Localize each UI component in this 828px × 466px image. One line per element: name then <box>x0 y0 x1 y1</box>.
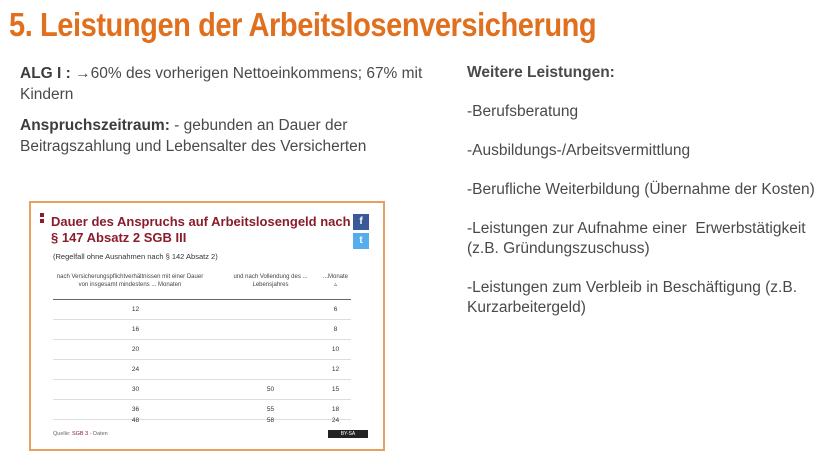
table-row <box>53 417 351 428</box>
table-cell: 55 <box>266 406 275 413</box>
table-row <box>53 320 351 340</box>
column-header-months-insured[interactable]: nach Versicherungspflichtverhältnissen mit einer Dauer von insgesamt mindestens ... Monaten <box>56 274 204 288</box>
weitere-leistungen-heading: Weitere Leistungen: <box>467 64 615 81</box>
table-row <box>53 340 351 360</box>
table-cell: 15 <box>331 386 340 393</box>
table-cell: 24 <box>131 366 140 373</box>
page-title: 5. Leistungen der Arbeitslosenversicherung <box>9 6 597 43</box>
table-cell: 16 <box>131 326 140 333</box>
table-cell: 30 <box>131 386 140 393</box>
title-marker-icon <box>40 213 44 217</box>
anspruch-label: Anspruchszeitraum: <box>20 117 170 134</box>
list-item: -Leistungen zum Verbleib in Beschäftigung (z.B. Kurzarbeitergeld) <box>467 279 797 316</box>
table-cell: 18 <box>331 406 340 413</box>
column-header-age[interactable]: und nach Vollendung des ... Lebensjahres <box>233 274 308 288</box>
license-badge[interactable]: BY-SA <box>328 430 368 438</box>
column-header-months-benefit[interactable] <box>318 274 353 289</box>
embed-subtitle: (Regelfall ohne Ausnahmen nach § 142 Absatz 2) <box>53 252 218 261</box>
alg-label: ALG I : <box>20 65 71 82</box>
list-item: -Leistungen zur Aufnahme einer Erwerbstätigkeit (z.B. Gründungszuschuss) <box>467 220 810 257</box>
column-header-months-benefit-label: ...Monate <box>322 274 348 280</box>
facebook-share-icon[interactable]: f <box>353 214 369 230</box>
list-item: -Ausbildungs-/Arbeitsvermittlung <box>467 142 691 159</box>
table-cell: 6 <box>333 306 338 313</box>
table-cell: 12 <box>331 366 340 373</box>
table-cell: 12 <box>131 306 140 313</box>
table-cell: 10 <box>331 346 340 353</box>
table-cell: 20 <box>131 346 140 353</box>
embed-title: Dauer des Anspruchs auf Arbeitslosengeld nach § 147 Absatz 2 SGB III <box>51 214 351 245</box>
table-cell: 24 <box>331 417 340 424</box>
source-suffix: - Daten <box>88 431 108 437</box>
table-row <box>53 360 351 380</box>
source-label: Quelle: <box>53 431 72 437</box>
alg-paragraph <box>20 63 440 105</box>
table-cell: 8 <box>333 326 338 333</box>
table-cell: 48 <box>131 417 140 424</box>
sort-icon[interactable]: ▵ <box>333 281 337 288</box>
table-cell: 36 <box>131 406 140 413</box>
list-item: -Berufliche Weiterbildung (Übernahme der Kosten) <box>467 181 815 198</box>
twitter-share-icon[interactable]: t <box>353 233 369 249</box>
source-note <box>53 431 108 437</box>
alg-text: →60% des vorherigen Nettoeinkommens; 67% mit Kindern <box>20 65 423 103</box>
list-item: -Berufsberatung <box>467 103 579 120</box>
embedded-table-widget <box>29 201 385 451</box>
source-link[interactable]: SGB 3 <box>71 431 89 437</box>
table-cell: 50 <box>266 386 275 393</box>
anspruch-paragraph <box>20 115 440 157</box>
table-row <box>53 300 351 320</box>
table-cell: 58 <box>266 417 275 424</box>
anspruch-text: - gebunden an Dauer der Beitragszahlung und Lebensalter des Versicherten <box>20 117 367 155</box>
table-row <box>53 380 351 400</box>
right-column <box>467 63 817 337</box>
left-column <box>20 63 440 167</box>
